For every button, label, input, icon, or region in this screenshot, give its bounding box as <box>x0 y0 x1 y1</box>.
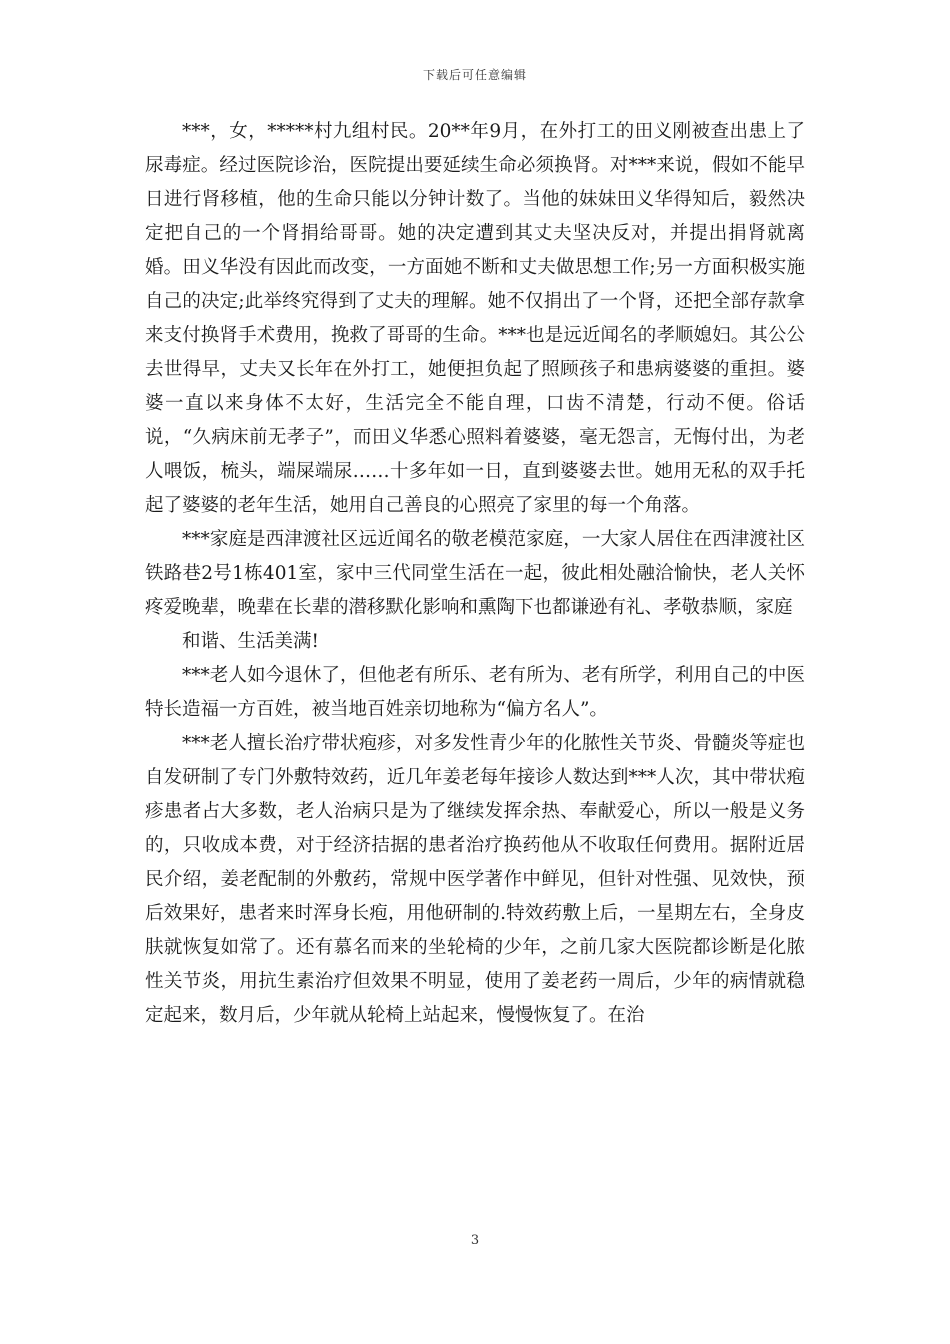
paragraph-3: 和谐、生活美满! <box>182 631 319 652</box>
page-header: 下载后可任意编辑 <box>422 68 527 82</box>
paragraph-1: ***，女，*****村九组村民。20**年9月，在外打工的田义刚被查出患上了尿毒症。经过医院诊治，医院提出要延续生命必须换肾。对***来说，假如不能早日进行肾移植，他的生命只能以分钟计数了。当他的妹妹田义华得知后，毅然决定把自己的一个肾捐给哥哥。她的决定遭到其丈夫坚决反对，并提出捐肾就离婚。田义华没有因此而改变，一方面她不断和丈夫做思想工作;另一方面积极实施自己的决定;此举终究得到了丈夫的理解。她不仅捐出了一个肾，还把全部存款拿来支付换肾手术费用，挽救了哥哥的生命。***也是远近闻名的孝顺媳妇。其公公去世得早，丈夫又长年在外打工，她便担负起了照顾孩子和患病婆婆的重担。婆婆一直以来身体不太好，生活完全不能自理，口齿不清楚，行动不便。俗话说，“久病床前无孝子”，而田义华悉心照料着婆婆，毫无怨言，无悔付出，为老人喂饭，梳头，端屎端尿……十多年如一日，直到婆婆去世。她用无私的双手托起了婆婆的老年生活，她用自己善良的心照亮了家里的每一个角落。 <box>145 121 805 516</box>
document-body <box>145 115 805 1033</box>
paragraph-5: ***老人擅长治疗带状疱疹，对多发性青少年的化脓性关节炎、骨髓炎等症也自发研制了专门外敷特效药，近几年姜老每年接诊人数达到***人次，其中带状疱疹患者占大多数，老人治病只是为了继续发挥余热、奉献爱心，所以一般是义务的，只收成本费，对于经济拮据的患者治疗换药他从不收取任何费用。据附近居民介绍，姜老配制的外敷药，常规中医学著作中鲜见，但针对性强、见效快，预后效果好，患者来时浑身长疱，用他研制的.特效药敷上后，一星期左右，全身皮肤就恢复如常了。还有慕名而来的坐轮椅的少年，之前几家大医院都诊断是化脓性关节炎，用抗生素治疗但效果不明显，使用了姜老药一周后，少年的病情就稳定起来，数月后，少年就从轮椅上站起来，慢慢恢复了。在治 <box>145 733 805 1026</box>
paragraph-4: ***老人如今退休了，但他老有所乐、老有所为、老有所学，利用自己的中医特长造福一方百姓，被当地百姓亲切地称为“偏方名人”。 <box>145 665 805 720</box>
paragraph-2: ***家庭是西津渡社区远近闻名的敬老模范家庭，一大家人居住在西津渡社区铁路巷2号1栋401室，家中三代同堂生活在一起，彼此相处融洽愉快，老人关怀疼爱晚辈，晚辈在长辈的潜移默化影响和熏陶下也都谦逊有礼、孝敬恭顺，家庭 <box>145 529 805 618</box>
page-number: 3 <box>470 1233 480 1248</box>
